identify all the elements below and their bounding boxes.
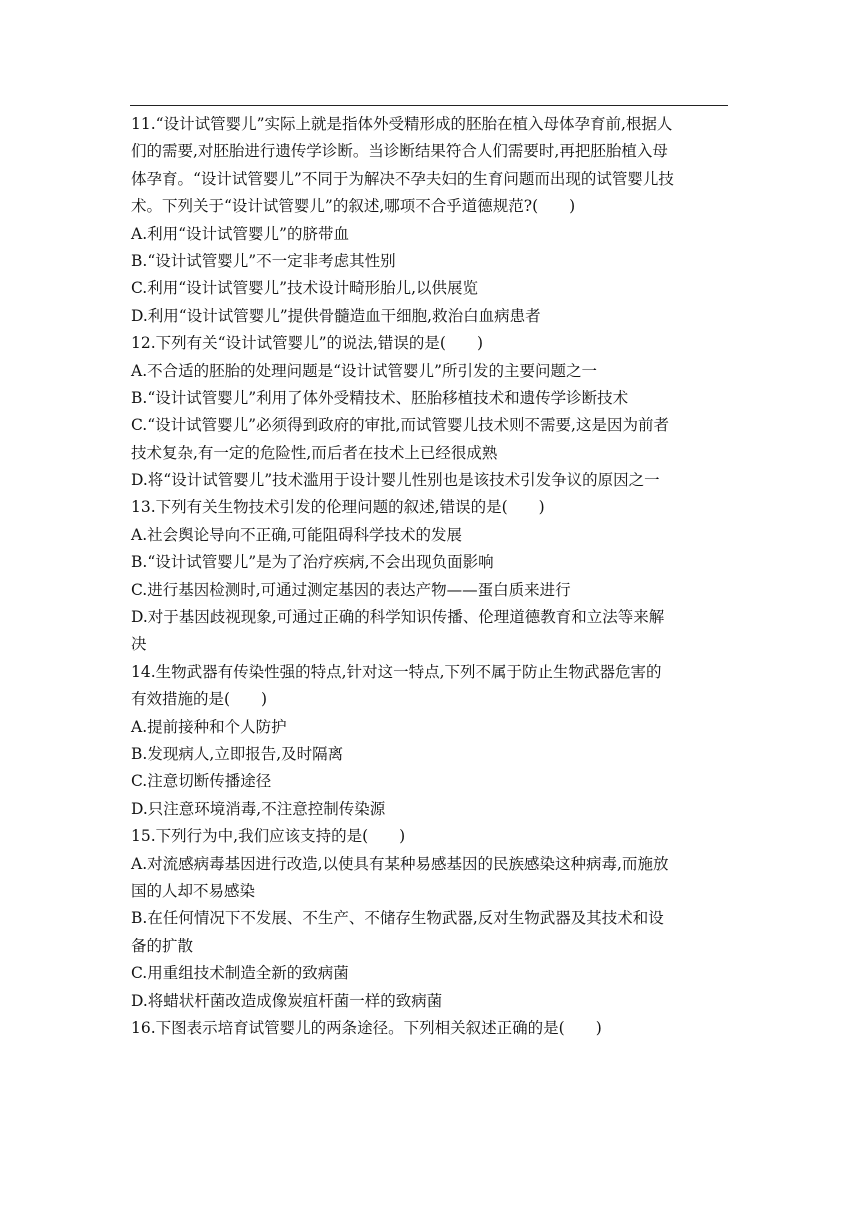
text-line: 13.下列有关生物技术引发的伦理问题的叙述,错误的是( ): [131, 498, 545, 517]
text-line: C.利用“设计试管婴儿”技术设计畸形胎儿,以供展览: [131, 279, 479, 298]
text-line: C.“设计试管婴儿”必须得到政府的审批,而试管婴儿技术则不需要,这是因为前者: [131, 416, 669, 435]
text-line: 14.生物武器有传染性强的特点,针对这一特点,下列不属于防止生物武器危害的: [131, 662, 662, 681]
text-line: 术。下列关于“设计试管婴儿”的叙述,哪项不合乎道德规范?( ): [131, 197, 576, 216]
text-line: B.“设计试管婴儿”不一定非考虑其性别: [131, 251, 396, 270]
text-line: 备的扩散: [131, 936, 194, 955]
text-line: A.不合适的胚胎的处理问题是“设计试管婴儿”所引发的主要问题之一: [131, 361, 597, 380]
text-line: C.注意切断传播途径: [131, 772, 272, 791]
text-line: B.发现病人,立即报告,及时隔离: [131, 744, 344, 763]
header-rule: [130, 105, 728, 106]
text-line: B.“设计试管婴儿”利用了体外受精技术、胚胎移植技术和遗传学诊断技术: [131, 388, 629, 407]
text-line: 决: [131, 635, 147, 654]
text-line: D.只注意环境消毒,不注意控制传染源: [131, 799, 386, 818]
text-line: 们的需要,对胚胎进行遗传学诊断。当诊断结果符合人们需要时,再把胚胎植入母: [131, 142, 668, 161]
text-line: 12.下列有关“设计试管婴儿”的说法,错误的是( ): [131, 334, 484, 353]
text-line: 国的人却不易感染: [131, 881, 256, 900]
text-line: A.利用“设计试管婴儿”的脐带血: [131, 224, 349, 243]
text-line: 11.“设计试管婴儿”实际上就是指体外受精形成的胚胎在植入母体孕育前,根据人: [131, 115, 673, 133]
text-line: A.提前接种和个人防护: [131, 717, 287, 736]
text-line: 15.下列行为中,我们应该支持的是( ): [131, 827, 406, 846]
text-line: B.“设计试管婴儿”是为了治疗疾病,不会出现负面影响: [131, 553, 494, 572]
text-line: D.对于基因歧视现象,可通过正确的科学知识传播、伦理道德教育和立法等来解: [131, 608, 665, 627]
text-line: 技术复杂,有一定的危险性,而后者在技术上已经很成熟: [131, 443, 498, 462]
text-line: A.社会舆论导向不正确,可能阻碍科学技术的发展: [131, 525, 463, 544]
text-line: D.将“设计试管婴儿”技术滥用于设计婴儿性别也是该技术引发争议的原因之一: [131, 471, 660, 490]
question-text: [131, 111, 731, 1042]
text-line: D.将蜡状杆菌改造成像炭疽杆菌一样的致病菌: [131, 991, 443, 1010]
text-line: C.用重组技术制造全新的致病菌: [131, 964, 349, 983]
text-line: B.在任何情况下不发展、不生产、不储存生物武器,反对生物武器及其技术和设: [131, 909, 664, 928]
text-line: D.利用“设计试管婴儿”提供骨髓造血干细胞,救治白血病患者: [131, 306, 541, 325]
text-line: C.进行基因检测时,可通过测定基因的表达产物——蛋白质来进行: [131, 580, 571, 599]
text-line: 有效措施的是( ): [131, 690, 268, 709]
text-line: 体孕育。“设计试管婴儿”不同于为解决不孕夫妇的生育问题而出现的试管婴儿技: [131, 169, 674, 188]
text-line: 16.下图表示培育试管婴儿的两条途径。下列相关叙述正确的是( ): [131, 1018, 602, 1037]
text-line: A.对流感病毒基因进行改造,以使具有某种易感基因的民族感染这种病毒,而施放: [131, 854, 669, 873]
